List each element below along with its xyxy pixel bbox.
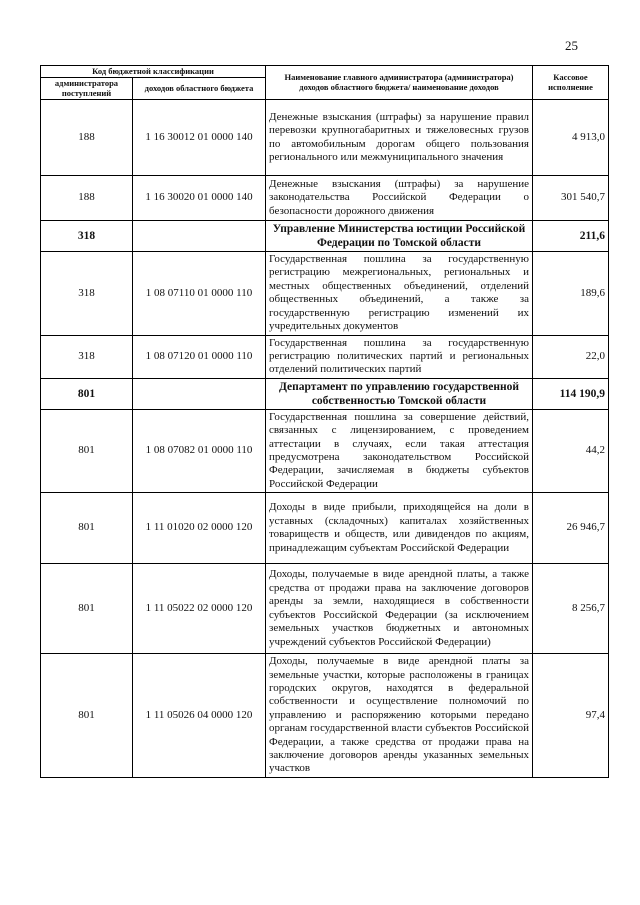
table-row: [41, 176, 609, 221]
revenue-code-cell: 1 08 07120 01 0000 110: [133, 335, 266, 378]
amount-cell: 189,6: [533, 252, 609, 335]
header-cash-execution: Кассовое исполнение: [533, 66, 609, 100]
name-cell: Государственная пошлина за государственную регистрацию политических партий и региональных отделений политических партий: [266, 335, 533, 378]
admin-code-cell: 801: [41, 564, 133, 654]
admin-code-cell: 318: [41, 221, 133, 252]
revenue-code-cell: [133, 221, 266, 252]
amount-cell: 26 946,7: [533, 493, 609, 564]
amount-cell: 211,6: [533, 221, 609, 252]
department-row: [41, 378, 609, 409]
table-row: [41, 252, 609, 335]
revenue-code-cell: 1 08 07082 01 0000 110: [133, 409, 266, 492]
admin-code-cell: 318: [41, 335, 133, 378]
name-cell: Доходы, получаемые в виде арендной платы, а также средства от продажи права на заключение договоров аренды за земли, находящиеся в собственности субъектов Российской Федерации (за исключением земельных участков бюджетных и автономных учреждений субъектов Российской Федерации): [266, 564, 533, 654]
admin-code-cell: 318: [41, 252, 133, 335]
name-cell: Управление Министерства юстиции Российской Федерации по Томской области: [266, 221, 533, 252]
header-admin: администратора поступлений: [41, 78, 133, 100]
amount-cell: 114 190,9: [533, 378, 609, 409]
budget-classification-table: [40, 65, 609, 778]
header-revenue: доходов областного бюджета: [133, 78, 266, 100]
amount-cell: 8 256,7: [533, 564, 609, 654]
admin-code-cell: 801: [41, 493, 133, 564]
name-cell: Департамент по управлению государственной собственностью Томской области: [266, 378, 533, 409]
amount-cell: 4 913,0: [533, 100, 609, 176]
amount-cell: 22,0: [533, 335, 609, 378]
header-classification: Код бюджетной классификации: [41, 66, 266, 78]
amount-cell: 44,2: [533, 409, 609, 492]
name-cell: Государственная пошлина за государственную регистрацию межрегиональных, региональных и местных общественных объединений, отделений общественных объединений, а также за государственную регистрацию изменений их учредительных документов: [266, 252, 533, 335]
revenue-code-cell: 1 16 30020 01 0000 140: [133, 176, 266, 221]
revenue-code-cell: [133, 378, 266, 409]
table-row: [41, 100, 609, 176]
table-row: [41, 409, 609, 492]
name-cell: Денежные взыскания (штрафы) за нарушение правил перевозки крупногабаритных и тяжеловесных грузов по автомобильным дорогам общего пользования регионального или межмуниципального значения: [266, 100, 533, 176]
table-row: [41, 654, 609, 778]
admin-code-cell: 188: [41, 100, 133, 176]
amount-cell: 301 540,7: [533, 176, 609, 221]
admin-code-cell: 188: [41, 176, 133, 221]
table-header: [41, 66, 609, 100]
revenue-code-cell: 1 11 05022 02 0000 120: [133, 564, 266, 654]
revenue-code-cell: 1 11 05026 04 0000 120: [133, 654, 266, 778]
department-row: [41, 221, 609, 252]
name-cell: Доходы в виде прибыли, приходящейся на доли в уставных (складочных) капиталах хозяйственных товариществ и обществ, или дивидендов по акциям, принадлежащим субъектам Российской Федерации: [266, 493, 533, 564]
table-row: [41, 564, 609, 654]
header-name: Наименование главного администратора (администратора) доходов областного бюджета/ наименование доходов: [266, 66, 533, 100]
admin-code-cell: 801: [41, 409, 133, 492]
table-row: [41, 493, 609, 564]
name-cell: Доходы, получаемые в виде арендной платы за земельные участки, которые расположены в границах городских округов, находятся в федеральной собственности и осуществление полномочий по управлению и распоряжению которыми передано органам государственной власти субъектов Российской Федерации, а также средства от продажи права на заключение договоров аренды указанных земельных участков: [266, 654, 533, 778]
page-number: 25: [565, 38, 578, 53]
table-body: [41, 100, 609, 778]
name-cell: Денежные взыскания (штрафы) за нарушение законодательства Российской Федерации о безопасности дорожного движения: [266, 176, 533, 221]
admin-code-cell: 801: [41, 654, 133, 778]
revenue-code-cell: 1 11 01020 02 0000 120: [133, 493, 266, 564]
name-cell: Государственная пошлина за совершение действий, связанных с лицензированием, с проведением аттестации в случаях, если такая аттестация предусмотрена законодательством Российской Федерации, зачисляемая в бюджеты субъектов Российской Федерации: [266, 409, 533, 492]
table-row: [41, 335, 609, 378]
admin-code-cell: 801: [41, 378, 133, 409]
revenue-code-cell: 1 08 07110 01 0000 110: [133, 252, 266, 335]
revenue-code-cell: 1 16 30012 01 0000 140: [133, 100, 266, 176]
amount-cell: 97,4: [533, 654, 609, 778]
